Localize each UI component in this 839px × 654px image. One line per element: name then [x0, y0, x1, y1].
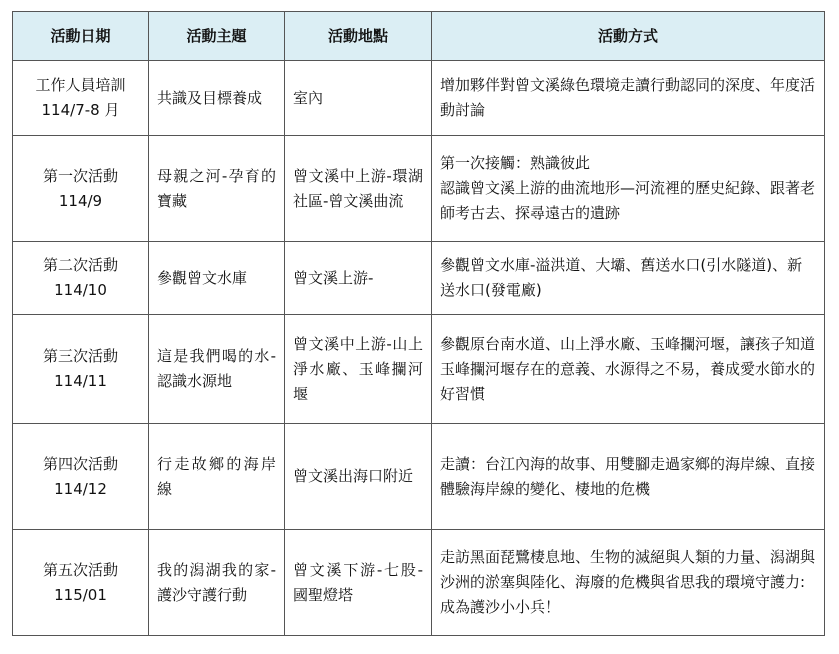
theme-cell: 共識及目標養成 — [149, 61, 285, 136]
theme-cell: 我的潟湖我的家-護沙守護行動 — [149, 530, 285, 636]
theme-cell: 這是我們喝的水-認識水源地 — [149, 315, 285, 424]
date-label: 工作人員培訓 — [35, 76, 126, 94]
date-cell — [13, 424, 149, 530]
date-value: 114/12 — [54, 479, 107, 498]
table-row — [13, 242, 825, 315]
date-value: 114/11 — [54, 372, 107, 390]
date-label: 第四次活動 — [42, 454, 118, 473]
table-row — [13, 136, 825, 242]
place-cell: 曾文溪中上游-環湖社區-曾文溪曲流 — [285, 136, 432, 242]
method-cell: 增加夥伴對曾文溪綠色環境走讀行動認同的深度、年度活動討論 — [432, 61, 825, 136]
date-cell — [13, 61, 149, 136]
date-value: 115/01 — [54, 585, 107, 604]
place-cell: 曾文溪中上游-山上淨水廠、玉峰攔河堰 — [285, 315, 432, 424]
header-method: 活動方式 — [432, 12, 825, 61]
activity-schedule-table — [12, 11, 825, 636]
date-cell — [13, 315, 149, 424]
place-cell: 曾文溪上游- — [285, 242, 432, 315]
table-row — [13, 61, 825, 136]
header-place: 活動地點 — [285, 12, 432, 61]
date-label: 第五次活動 — [42, 560, 118, 579]
table-row — [13, 315, 825, 424]
method-cell: 走訪黑面琵鷺棲息地、生物的滅絕與人類的力量、潟湖與沙洲的淤塞與陸化、海廢的危機與省思我的環境守護力:成為護沙小小兵！ — [432, 530, 825, 636]
header-theme: 活動主題 — [149, 12, 285, 61]
date-cell — [13, 530, 149, 636]
method-cell: 走讀：台江內海的故事、用雙腳走過家鄉的海岸線、直接體驗海岸線的變化、棲地的危機 — [432, 424, 825, 530]
date-cell — [13, 242, 149, 315]
table-row — [13, 424, 825, 530]
theme-cell: 參觀曾文水庫 — [149, 242, 285, 315]
date-label: 第二次活動 — [42, 256, 118, 274]
date-value: 114/7-8 月 — [41, 101, 120, 119]
place-cell: 曾文溪出海口附近 — [285, 424, 432, 530]
method-cell: 參觀原台南水道、山上淨水廠、玉峰攔河堰，讓孩子知道玉峰攔河堰存在的意義、水源得之不易，養成愛水節水的好習慣 — [432, 315, 825, 424]
date-cell — [13, 136, 149, 242]
date-label: 第一次活動 — [42, 166, 118, 185]
table-row — [13, 530, 825, 636]
method-cell: 第一次接觸：熟識彼此 認識曾文溪上游的曲流地形—河流裡的歷史紀錄、跟著老師考古去、探尋遠古的遺跡 — [432, 136, 825, 242]
method-cell: 參觀曾文水庫-溢洪道、大壩、舊送水口(引水隧道)、新送水口(發電廠) — [432, 242, 825, 315]
date-value: 114/10 — [54, 281, 107, 299]
header-row — [13, 12, 825, 61]
date-label: 第三次活動 — [42, 347, 118, 365]
date-value: 114/9 — [58, 191, 103, 210]
theme-cell: 母親之河-孕育的寶藏 — [149, 136, 285, 242]
place-cell: 曾文溪下游-七股-國聖燈塔 — [285, 530, 432, 636]
place-cell: 室內 — [285, 61, 432, 136]
theme-cell: 行走故鄉的海岸線 — [149, 424, 285, 530]
header-date: 活動日期 — [13, 12, 149, 61]
